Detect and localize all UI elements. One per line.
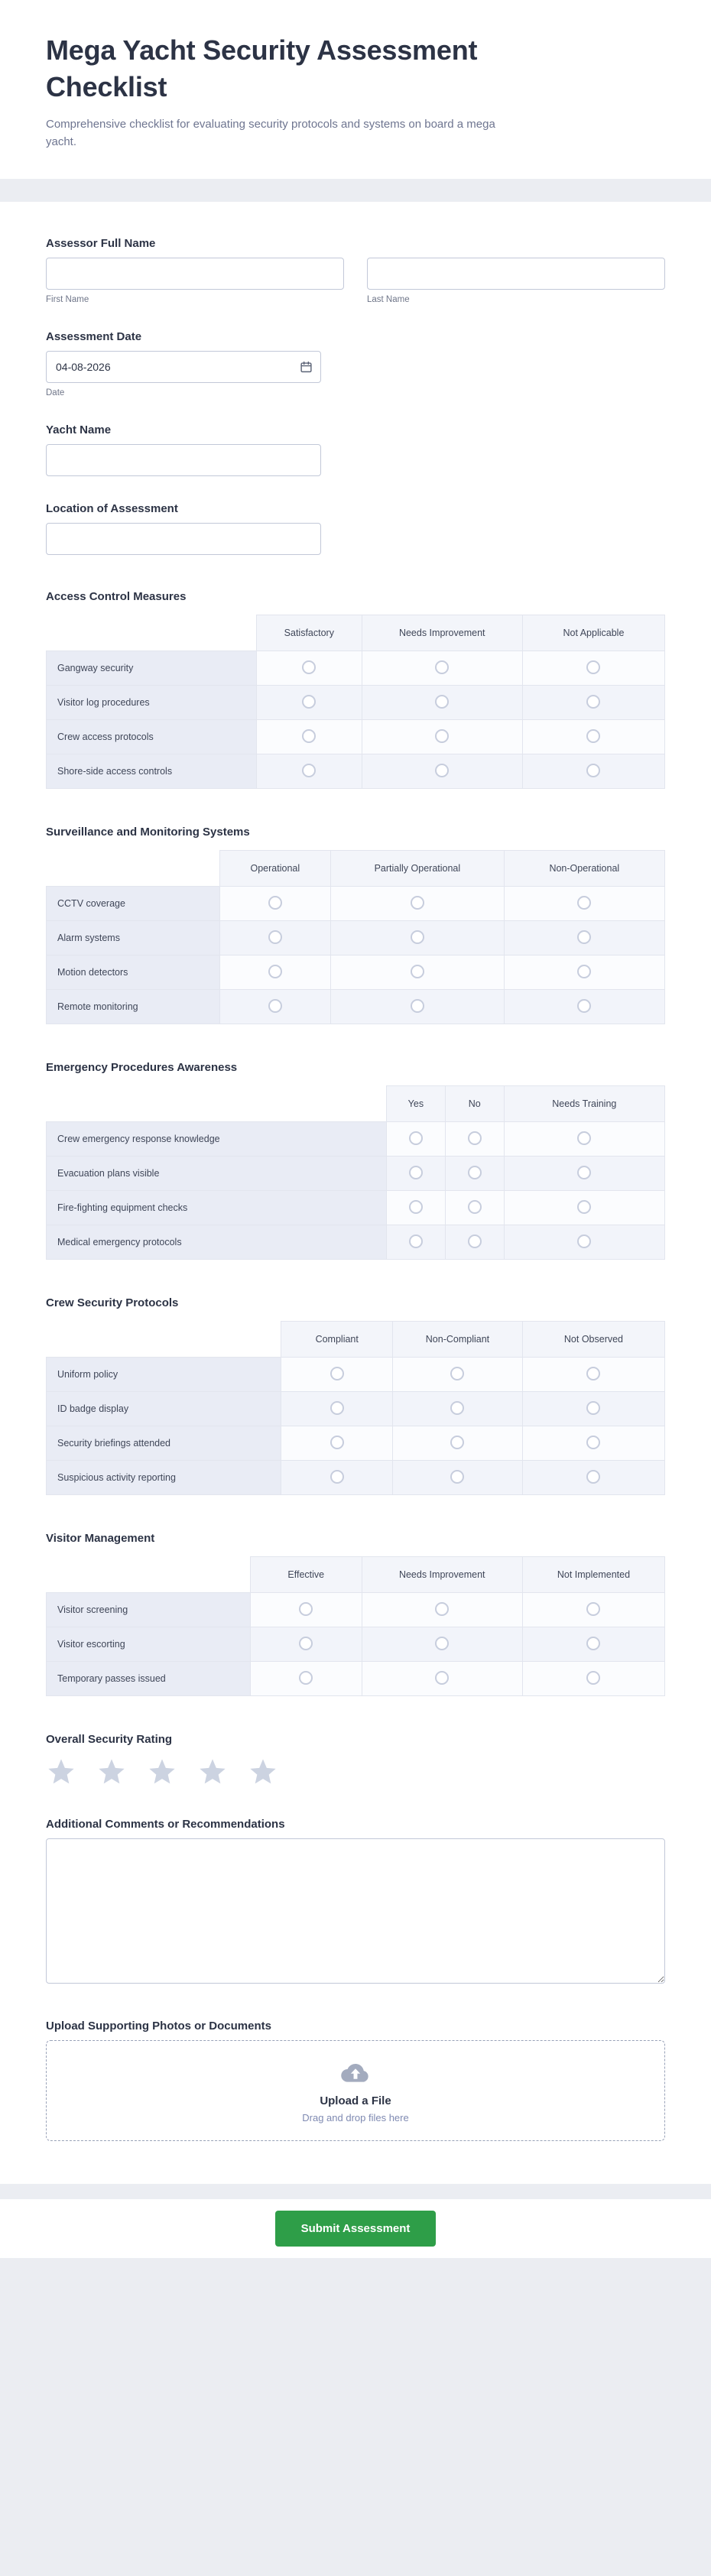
matrix-cell bbox=[504, 1156, 664, 1190]
matrix-cell bbox=[504, 955, 664, 989]
matrix-row-label: Medical emergency protocols bbox=[47, 1225, 387, 1259]
matrix-cell bbox=[504, 886, 664, 920]
matrix-cell bbox=[219, 955, 331, 989]
rating-star-icon[interactable] bbox=[46, 1757, 76, 1787]
matrix-cell bbox=[522, 1592, 664, 1627]
matrix-row-label: Uniform policy bbox=[47, 1357, 281, 1391]
rating-star-icon[interactable] bbox=[248, 1757, 278, 1787]
radio-button[interactable] bbox=[411, 965, 424, 978]
matrix-cell bbox=[522, 650, 664, 685]
matrix-row-label: CCTV coverage bbox=[47, 886, 220, 920]
form-footer bbox=[0, 2199, 711, 2258]
radio-button[interactable] bbox=[586, 1436, 600, 1449]
header-card-divider bbox=[0, 179, 711, 202]
matrix-cell bbox=[281, 1357, 393, 1391]
matrix-cell bbox=[445, 1156, 504, 1190]
radio-button[interactable] bbox=[330, 1470, 344, 1484]
matrix-section-crew-protocols bbox=[46, 1296, 665, 1495]
matrix-column-header: Needs Improvement bbox=[362, 1556, 522, 1592]
rating-star-icon[interactable] bbox=[197, 1757, 228, 1787]
matrix-column-header: No bbox=[445, 1085, 504, 1121]
matrix-cell bbox=[393, 1357, 523, 1391]
matrix-cell bbox=[281, 1460, 393, 1494]
matrix-table-wrap bbox=[46, 1085, 665, 1260]
matrix-cell bbox=[522, 1627, 664, 1661]
yacht-name-input[interactable] bbox=[46, 444, 321, 476]
comments-field bbox=[46, 1818, 665, 1987]
radio-button[interactable] bbox=[268, 930, 282, 944]
radio-button[interactable] bbox=[586, 660, 600, 674]
matrix-cell bbox=[257, 719, 362, 754]
matrix-cell bbox=[362, 1592, 522, 1627]
matrix-table-wrap bbox=[46, 850, 665, 1024]
matrix-table bbox=[46, 1085, 665, 1260]
matrix-row-label: Remote monitoring bbox=[47, 989, 220, 1024]
radio-button[interactable] bbox=[268, 896, 282, 910]
radio-button[interactable] bbox=[435, 729, 449, 743]
matrix-table bbox=[46, 850, 665, 1024]
matrix-title: Emergency Procedures Awareness bbox=[46, 1060, 238, 1074]
radio-button[interactable] bbox=[435, 1637, 449, 1650]
radio-button[interactable] bbox=[450, 1401, 464, 1415]
matrix-column-header: Needs Training bbox=[504, 1085, 664, 1121]
matrix-row-label: Visitor screening bbox=[47, 1592, 251, 1627]
file-upload-dropzone[interactable] bbox=[46, 2040, 665, 2141]
form-card bbox=[0, 202, 711, 2184]
radio-button[interactable] bbox=[411, 999, 424, 1013]
rating-star-icon[interactable] bbox=[96, 1757, 127, 1787]
matrix-row bbox=[47, 1627, 665, 1661]
radio-button[interactable] bbox=[577, 999, 591, 1013]
radio-button[interactable] bbox=[330, 1401, 344, 1415]
yacht-name-label: Yacht Name bbox=[46, 423, 112, 436]
matrix-section-surveillance bbox=[46, 826, 665, 1024]
matrix-title: Crew Security Protocols bbox=[46, 1296, 179, 1309]
matrix-table-wrap bbox=[46, 1321, 665, 1495]
rating-star-icon[interactable] bbox=[147, 1757, 177, 1787]
upload-field bbox=[46, 2020, 665, 2141]
location-field bbox=[46, 502, 665, 555]
radio-button[interactable] bbox=[299, 1671, 313, 1685]
matrix-cell bbox=[219, 886, 331, 920]
matrix-column-header: Satisfactory bbox=[257, 615, 362, 650]
matrix-cell bbox=[362, 719, 522, 754]
matrix-corner-cell bbox=[47, 850, 220, 886]
submit-button[interactable]: Submit Assessment bbox=[275, 2211, 437, 2247]
card-footer-divider bbox=[0, 2184, 711, 2199]
security-rating-label: Overall Security Rating bbox=[46, 1732, 173, 1746]
matrix-section-visitor-management bbox=[46, 1532, 665, 1696]
matrix-section-emergency bbox=[46, 1061, 665, 1260]
matrix-row bbox=[47, 886, 665, 920]
matrix-cell bbox=[522, 1460, 664, 1494]
matrix-column-header: Effective bbox=[250, 1556, 362, 1592]
matrix-row-label: Alarm systems bbox=[47, 920, 220, 955]
matrix-cell bbox=[504, 1225, 664, 1259]
matrix-corner-cell bbox=[47, 1321, 281, 1357]
matrix-row-label: Fire-fighting equipment checks bbox=[47, 1190, 387, 1225]
radio-button[interactable] bbox=[330, 1367, 344, 1380]
radio-button[interactable] bbox=[586, 695, 600, 709]
matrix-cell bbox=[445, 1225, 504, 1259]
matrix-row-label: Security briefings attended bbox=[47, 1426, 281, 1460]
matrix-row bbox=[47, 650, 665, 685]
matrix-title: Visitor Management bbox=[46, 1531, 155, 1545]
matrix-column-header: Not Observed bbox=[522, 1321, 664, 1357]
matrix-cell bbox=[445, 1190, 504, 1225]
matrix-row bbox=[47, 1426, 665, 1460]
assessment-date-field bbox=[46, 330, 665, 397]
matrix-cell bbox=[257, 685, 362, 719]
matrix-table-wrap bbox=[46, 1556, 665, 1696]
matrix-column-header: Partially Operational bbox=[331, 850, 505, 886]
matrix-title: Surveillance and Monitoring Systems bbox=[46, 825, 250, 839]
radio-button[interactable] bbox=[268, 965, 282, 978]
matrix-column-header: Not Implemented bbox=[522, 1556, 664, 1592]
upload-button-text: Upload a File bbox=[320, 2094, 391, 2107]
matrix-row bbox=[47, 685, 665, 719]
matrix-cell bbox=[281, 1391, 393, 1426]
matrix-cell bbox=[257, 754, 362, 788]
matrix-row-label: Temporary passes issued bbox=[47, 1661, 251, 1695]
matrix-cell bbox=[393, 1460, 523, 1494]
matrix-row-label: Shore-side access controls bbox=[47, 754, 257, 788]
radio-button[interactable] bbox=[435, 660, 449, 674]
matrix-cell bbox=[257, 650, 362, 685]
radio-button[interactable] bbox=[577, 1166, 591, 1179]
radio-button[interactable] bbox=[435, 1671, 449, 1685]
radio-button[interactable] bbox=[299, 1602, 313, 1616]
date-sublabel: Date bbox=[46, 388, 65, 397]
upload-cloud-icon bbox=[340, 2058, 371, 2084]
matrix-cell bbox=[331, 920, 505, 955]
radio-button[interactable] bbox=[577, 1234, 591, 1248]
bottom-spacer bbox=[0, 2258, 711, 2454]
radio-button[interactable] bbox=[409, 1166, 423, 1179]
matrix-column-header: Not Applicable bbox=[522, 615, 664, 650]
last-name-input[interactable] bbox=[367, 258, 665, 290]
matrix-row-label: Crew emergency response knowledge bbox=[47, 1121, 387, 1156]
matrix-row bbox=[47, 955, 665, 989]
matrix-cell bbox=[331, 886, 505, 920]
comments-label: Additional Comments or Recommendations bbox=[46, 1817, 285, 1831]
first-name-input[interactable] bbox=[46, 258, 344, 290]
radio-button[interactable] bbox=[409, 1234, 423, 1248]
matrix-cell bbox=[331, 989, 505, 1024]
radio-button[interactable] bbox=[435, 764, 449, 777]
matrix-row bbox=[47, 920, 665, 955]
radio-button[interactable] bbox=[586, 729, 600, 743]
radio-button[interactable] bbox=[586, 1470, 600, 1484]
matrix-cell bbox=[504, 989, 664, 1024]
matrix-row bbox=[47, 1156, 665, 1190]
matrix-row bbox=[47, 1391, 665, 1426]
radio-button[interactable] bbox=[302, 764, 316, 777]
matrix-cell bbox=[522, 719, 664, 754]
matrix-row bbox=[47, 754, 665, 788]
yacht-name-field bbox=[46, 423, 665, 476]
matrix-row bbox=[47, 1661, 665, 1695]
matrix-column-header: Operational bbox=[219, 850, 331, 886]
radio-button[interactable] bbox=[468, 1234, 482, 1248]
matrix-row-label: Evacuation plans visible bbox=[47, 1156, 387, 1190]
matrix-cell bbox=[219, 989, 331, 1024]
radio-button[interactable] bbox=[468, 1200, 482, 1214]
security-rating-field bbox=[46, 1733, 665, 1787]
radio-button[interactable] bbox=[302, 729, 316, 743]
matrix-row-label: Suspicious activity reporting bbox=[47, 1460, 281, 1494]
radio-button[interactable] bbox=[577, 1131, 591, 1145]
matrix-table bbox=[46, 615, 665, 789]
upload-label: Upload Supporting Photos or Documents bbox=[46, 2019, 271, 2033]
radio-button[interactable] bbox=[302, 660, 316, 674]
matrix-cell bbox=[362, 754, 522, 788]
comments-textarea[interactable] bbox=[46, 1838, 665, 1984]
matrix-column-header: Non-Compliant bbox=[393, 1321, 523, 1357]
radio-button[interactable] bbox=[330, 1436, 344, 1449]
matrix-cell bbox=[522, 1661, 664, 1695]
radio-button[interactable] bbox=[577, 1200, 591, 1214]
matrix-corner-cell bbox=[47, 1556, 251, 1592]
matrix-cell bbox=[250, 1627, 362, 1661]
matrix-row bbox=[47, 1190, 665, 1225]
matrix-corner-cell bbox=[47, 1085, 387, 1121]
matrix-cell bbox=[504, 1121, 664, 1156]
matrix-cell bbox=[362, 650, 522, 685]
radio-button[interactable] bbox=[411, 930, 424, 944]
matrix-row-label: Visitor escorting bbox=[47, 1627, 251, 1661]
radio-button[interactable] bbox=[577, 965, 591, 978]
matrix-row bbox=[47, 1357, 665, 1391]
radio-button[interactable] bbox=[450, 1367, 464, 1380]
matrix-row bbox=[47, 1460, 665, 1494]
calendar-icon[interactable] bbox=[300, 360, 313, 373]
radio-button[interactable] bbox=[435, 1602, 449, 1616]
assessor-name-field bbox=[46, 237, 665, 304]
matrix-title: Access Control Measures bbox=[46, 589, 187, 603]
radio-button[interactable] bbox=[450, 1436, 464, 1449]
matrix-row-label: ID badge display bbox=[47, 1391, 281, 1426]
page-title: Mega Yacht Security Assessment Checklist bbox=[46, 34, 478, 102]
assessment-date-label: Assessment Date bbox=[46, 329, 142, 343]
matrix-cell bbox=[362, 685, 522, 719]
matrix-cell bbox=[281, 1426, 393, 1460]
radio-button[interactable] bbox=[577, 896, 591, 910]
radio-button[interactable] bbox=[411, 896, 424, 910]
location-label: Location of Assessment bbox=[46, 501, 178, 515]
matrix-cell bbox=[250, 1592, 362, 1627]
matrix-corner-cell bbox=[47, 615, 257, 650]
radio-button[interactable] bbox=[409, 1200, 423, 1214]
matrix-section-access-control bbox=[46, 590, 665, 789]
matrix-row-label: Gangway security bbox=[47, 650, 257, 685]
first-name-sublabel: First Name bbox=[46, 294, 89, 304]
matrix-cell bbox=[504, 920, 664, 955]
upload-hint-text: Drag and drop files here bbox=[302, 2111, 409, 2123]
matrix-cell bbox=[219, 920, 331, 955]
matrix-cell bbox=[522, 685, 664, 719]
matrix-table-wrap bbox=[46, 615, 665, 789]
matrix-row bbox=[47, 719, 665, 754]
radio-button[interactable] bbox=[409, 1131, 423, 1145]
matrix-column-header: Needs Improvement bbox=[362, 615, 522, 650]
matrix-row bbox=[47, 1121, 665, 1156]
matrix-table bbox=[46, 1321, 665, 1495]
matrix-cell bbox=[522, 1426, 664, 1460]
location-input[interactable] bbox=[46, 523, 321, 555]
radio-button[interactable] bbox=[586, 1637, 600, 1650]
matrix-cell bbox=[386, 1225, 445, 1259]
radio-button[interactable] bbox=[435, 695, 449, 709]
matrix-row-label: Visitor log procedures bbox=[47, 685, 257, 719]
radio-button[interactable] bbox=[468, 1131, 482, 1145]
radio-button[interactable] bbox=[268, 999, 282, 1013]
radio-button[interactable] bbox=[586, 1367, 600, 1380]
matrix-cell bbox=[386, 1156, 445, 1190]
matrix-row bbox=[47, 1225, 665, 1259]
radio-button[interactable] bbox=[450, 1470, 464, 1484]
matrix-cell bbox=[393, 1426, 523, 1460]
matrix-cell bbox=[362, 1627, 522, 1661]
matrix-row bbox=[47, 1592, 665, 1627]
matrix-cell bbox=[386, 1121, 445, 1156]
matrix-cell bbox=[522, 1357, 664, 1391]
matrix-table bbox=[46, 1556, 665, 1696]
radio-button[interactable] bbox=[586, 1602, 600, 1616]
rating-stars bbox=[46, 1757, 665, 1787]
matrix-column-header: Compliant bbox=[281, 1321, 393, 1357]
matrix-row-label: Crew access protocols bbox=[47, 719, 257, 754]
radio-button[interactable] bbox=[586, 1671, 600, 1685]
matrix-cell bbox=[522, 1391, 664, 1426]
matrix-cell bbox=[386, 1190, 445, 1225]
matrix-cell bbox=[445, 1121, 504, 1156]
radio-button[interactable] bbox=[577, 930, 591, 944]
date-input[interactable] bbox=[46, 351, 321, 383]
matrix-cell bbox=[331, 955, 505, 989]
radio-button[interactable] bbox=[468, 1166, 482, 1179]
matrix-column-header: Non-Operational bbox=[504, 850, 664, 886]
radio-button[interactable] bbox=[302, 695, 316, 709]
radio-button[interactable] bbox=[299, 1637, 313, 1650]
assessor-name-label: Assessor Full Name bbox=[46, 236, 156, 250]
matrix-row-label: Motion detectors bbox=[47, 955, 220, 989]
radio-button[interactable] bbox=[586, 764, 600, 777]
matrix-column-header: Yes bbox=[386, 1085, 445, 1121]
matrix-cell bbox=[504, 1190, 664, 1225]
page-subtitle: Comprehensive checklist for evaluating security protocols and systems on board a mega yacht. bbox=[46, 118, 495, 149]
last-name-sublabel: Last Name bbox=[367, 294, 410, 304]
matrix-cell bbox=[362, 1661, 522, 1695]
matrix-row bbox=[47, 989, 665, 1024]
form-header bbox=[0, 0, 711, 179]
radio-button[interactable] bbox=[586, 1401, 600, 1415]
matrix-cell bbox=[250, 1661, 362, 1695]
matrix-cell bbox=[522, 754, 664, 788]
matrix-cell bbox=[393, 1391, 523, 1426]
